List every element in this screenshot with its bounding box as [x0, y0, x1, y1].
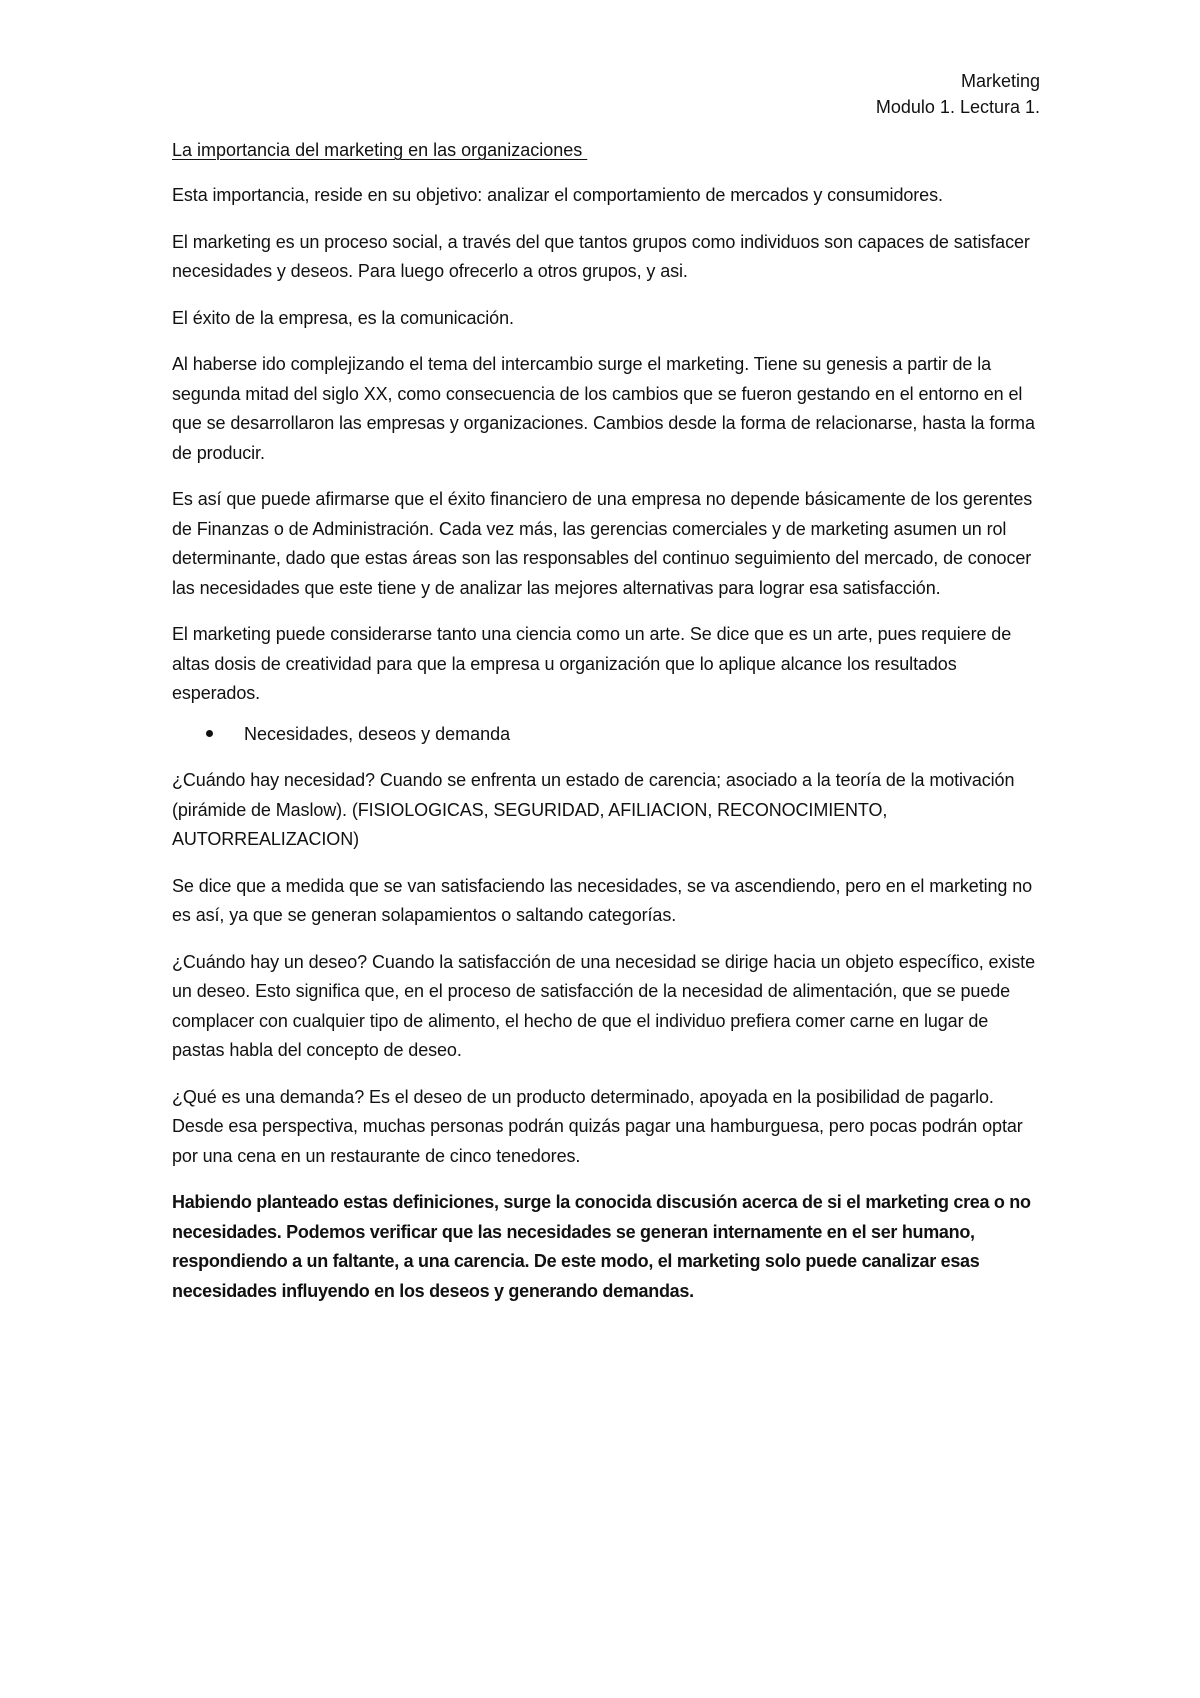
document-title: La importancia del marketing en las organizaciones — [172, 140, 588, 160]
paragraph-science-art: El marketing puede considerarse tanto una ciencia como un arte. Se dice que es un arte, pues requiere de altas dosis de creatividad para que la empresa u organización que lo aplique alcance los resultados esperados. — [172, 624, 1012, 703]
paragraph-financial-success: Es así que puede afirmarse que el éxito financiero de una empresa no depende básicamente de los gerentes de Finanzas o de Administración. Cada vez más, las gerencias comerciales y de marketing asumen un rol determinante, dado que estas áreas son las responsables del continuo seguimiento del mercado, de conocer las necesidades que este tiene y de analizar las mejores alternativas para lograr esa satisfacción. — [172, 489, 1033, 598]
paragraph-ascending: Se dice que a medida que se van satisfaciendo las necesidades, se va ascendiendo, pero en el marketing no es así, ya que se generan solapamientos o saltando categorías. — [172, 875, 1033, 925]
paragraph-demand: ¿Qué es una demanda? Es el deseo de un producto determinado, apoyada en la posibilidad de pagarlo. Desde esa perspectiva, muchas personas podrán quizás pagar una hamburguesa, pero pocas podrán optar por una cena en un restaurante de cinco tenedores. — [172, 1086, 1023, 1166]
paragraph-objective: Esta importancia, reside en su objetivo: analizar el comportamiento de mercados y consumidores. — [172, 185, 943, 205]
header-module: Modulo 1. Lectura 1. — [875, 97, 1040, 117]
paragraph-desire: ¿Cuándo hay un deseo? Cuando la satisfacción de una necesidad se dirige hacia un objeto específico, existe un deseo. Esto significa que, en el proceso de satisfacción de la necesidad de alimentación, que se puede complacer con cualquier tipo de alimento, el hecho de que el individuo prefiera comer carne en lugar de pastas habla del concepto de deseo. — [172, 951, 1035, 1060]
paragraph-social-process: El marketing es un proceso social, a través del que tantos grupos como individuos son capaces de satisfacer necesidades y deseos. Para luego ofrecerlo a otros grupos, y asi. — [172, 231, 1030, 281]
paragraph-need: ¿Cuándo hay necesidad? Cuando se enfrenta un estado de carencia; asociado a la teoría de la motivación (pirámide de Maslow). (FISIOLOGICAS, SEGURIDAD, AFILIACION, RECONOCIMIENTO, AUTORREALIZACION) — [172, 770, 1015, 849]
bullet-dot-icon — [206, 730, 213, 737]
bullet-item-label: Necesidades, deseos y demanda — [244, 723, 511, 744]
paragraph-genesis: Al haberse ido complejizando el tema del intercambio surge el marketing. Tiene su genesis a partir de la segunda mitad del siglo XX, como consecuencia de los cambios que se fueron gestando en el entorno en el que se desarrollaron las empresas y organizaciones. Cambios desde la forma de relacionarse, hasta la forma de producir. — [172, 354, 1035, 463]
paragraph-communication: El éxito de la empresa, es la comunicación. — [172, 307, 514, 328]
header-subject: Marketing — [960, 71, 1040, 91]
paragraph-conclusion: Habiendo planteado estas definiciones, surge la conocida discusión acerca de si el marketing crea o no necesidades. Podemos verificar que las necesidades se generan internamente en el ser humano, respondiendo a un faltante, a una carencia. De este modo, el marketing solo puede canalizar esas necesidades influyendo en los deseos y generando demandas. — [172, 1192, 1031, 1301]
document-header — [172, 68, 1040, 120]
bullet-item — [206, 720, 1040, 750]
